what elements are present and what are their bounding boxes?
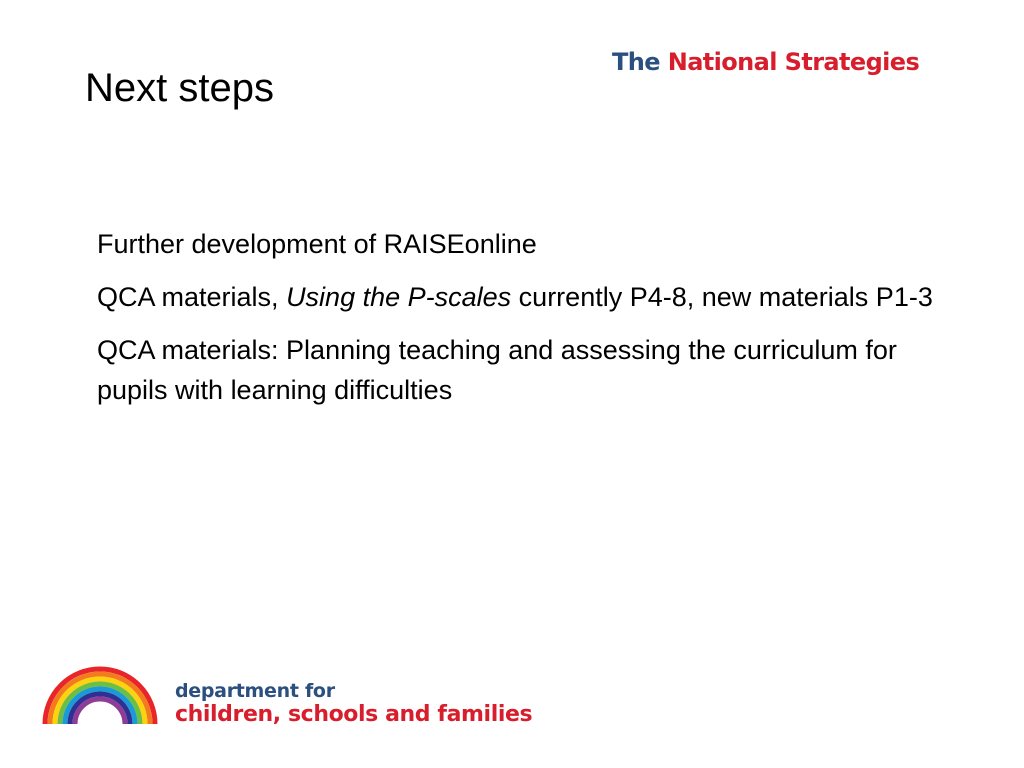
dcsf-logo-text bbox=[175, 680, 532, 728]
content-item-prefix: QCA materials, bbox=[97, 282, 287, 312]
content-item bbox=[97, 224, 957, 264]
content-item-text: Further development of RAISEonline bbox=[97, 229, 537, 259]
content-item-italic: Using the P-scales bbox=[286, 282, 512, 312]
dcsf-logo-line2: children, schools and families bbox=[175, 702, 533, 727]
content-list bbox=[97, 224, 957, 423]
dcsf-logo-line1: department for bbox=[175, 680, 335, 702]
slide-title: Next steps bbox=[85, 66, 274, 110]
rainbow-icon bbox=[42, 664, 162, 726]
dcsf-logo bbox=[42, 664, 533, 734]
content-item bbox=[97, 330, 957, 410]
national-strategies-logo bbox=[612, 50, 919, 74]
logo-the-text: The bbox=[612, 48, 660, 76]
logo-name-text: National Strategies bbox=[667, 48, 920, 76]
content-item-text: QCA materials: Planning teaching and assessing the curriculum for pupils with learning difficulties bbox=[97, 335, 897, 405]
content-item bbox=[97, 277, 957, 317]
content-item-suffix: currently P4-8, new materials P1-3 bbox=[511, 282, 933, 312]
